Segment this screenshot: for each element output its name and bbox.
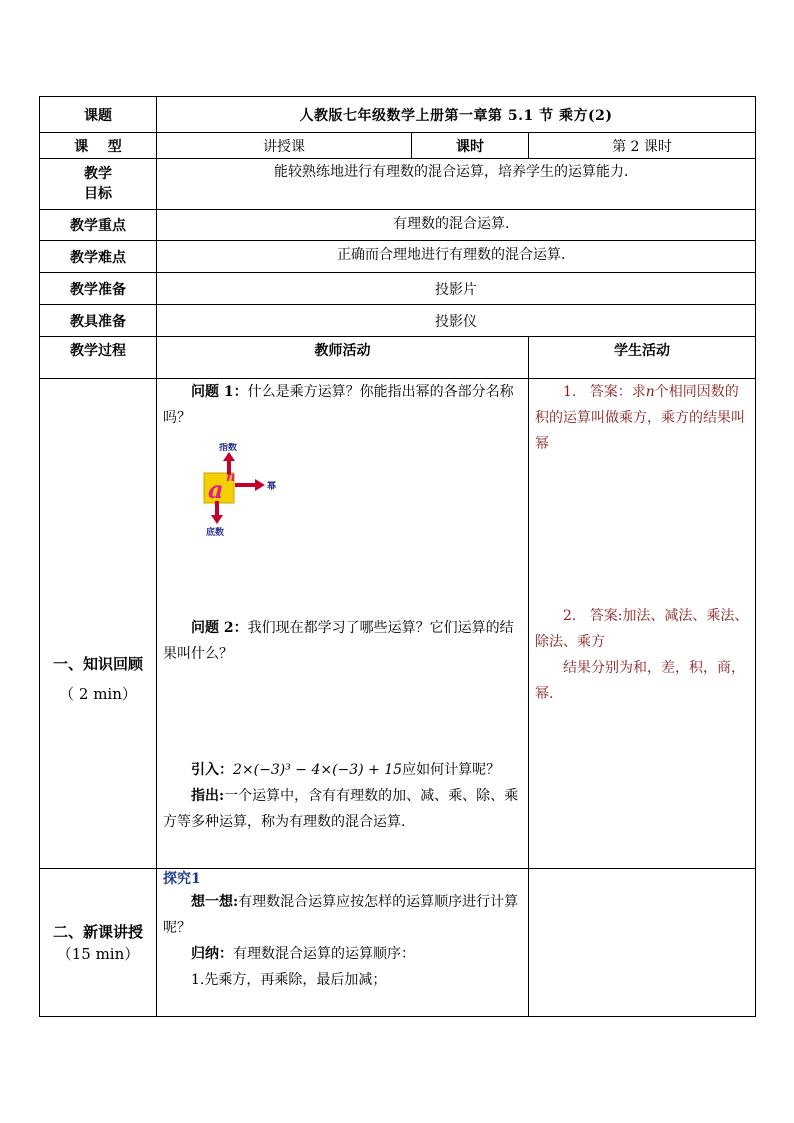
prep-value: 投影片 [157, 273, 756, 305]
intro-label: 引入： [191, 762, 233, 778]
q1 [163, 379, 520, 431]
lesson-plan-table [39, 96, 756, 1017]
think-label: 想一想: [191, 894, 239, 910]
label-goal [40, 159, 157, 210]
col-process: 教学过程 [40, 337, 157, 379]
summary [163, 941, 520, 967]
lesson-title: 人教版七年级数学上册第一章第 5.1 节 乘方(2) [157, 97, 756, 133]
q2-text: 我们现在都学习了哪些运算？它们运算的结果叫什么？ [163, 620, 514, 662]
a2-num: 2. [563, 608, 577, 624]
col-student: 学生活动 [529, 337, 756, 379]
tools-value: 投影仪 [157, 305, 756, 337]
label-period: 课时 [412, 133, 529, 159]
row-section1 [40, 379, 756, 869]
row-prep [40, 273, 756, 305]
lesson-plan-sheet [39, 96, 755, 1018]
type-value: 讲授课 [157, 133, 412, 159]
label-prep: 教学准备 [40, 273, 157, 305]
row-difficulty [40, 241, 756, 273]
summary-text: 有理数混合运算的运算顺序： [233, 946, 415, 962]
intro [163, 757, 520, 783]
label-goal-line2: 目标 [84, 186, 112, 202]
power-diagram [199, 443, 309, 543]
a1-post: 个相同因数的积的运算叫做乘方，乘方的结果叫幂 [535, 384, 745, 452]
base-arrow-head [211, 515, 223, 524]
answer2 [535, 603, 749, 655]
row-tools [40, 305, 756, 337]
point-text: 一个运算中，含有有理数的加、减、乘、除、乘方等多种运算，称为有理数的混合运算. [163, 788, 519, 830]
power-label: 幂 [267, 482, 277, 492]
answer2-result: 结果分别为和，差，积，商，幂. [535, 660, 745, 702]
a1-num: 1. [563, 384, 577, 400]
row-topic [40, 97, 756, 133]
exp-symbol: n [226, 470, 236, 485]
a1-var: n [645, 384, 655, 400]
power-diagram-svg [199, 443, 309, 543]
section2-student-cell [529, 869, 756, 1017]
difficulty-value: 正确而合理地进行有理数的混合运算． [157, 241, 756, 273]
row-goal [40, 159, 756, 210]
row-key [40, 210, 756, 241]
intro-expr: 2×(−3)³ − 4×(−3) + 15 [233, 762, 403, 778]
period-value: 第 2 课时 [529, 133, 756, 159]
step1: 1.先乘方，再乘除，最后加减； [191, 972, 387, 988]
q1-label: 问题 1： [191, 384, 248, 400]
base-label: 底数 [206, 528, 225, 538]
intro-tail: 应如何计算呢？ [402, 762, 501, 778]
a1-label: 答案： [589, 384, 632, 400]
label-topic: 课题 [40, 97, 157, 133]
col-teacher: 教师活动 [157, 337, 529, 379]
label-type: 课 型 [40, 133, 157, 159]
goal-value: 能较熟练地进行有理数的混合运算，培养学生的运算能力． [157, 159, 756, 210]
point-label: 指出: [191, 788, 225, 804]
section2-label-cell [40, 869, 157, 1017]
exponent-arrow-head [223, 452, 235, 461]
base-symbol: a [208, 475, 224, 504]
label-key: 教学重点 [40, 210, 157, 241]
q1-text: 什么是乘方运算？你能指出幂的各部分名称吗？ [163, 384, 514, 426]
summary-label: 归纳： [191, 946, 233, 962]
section1-duration: （ 2 min） [59, 684, 137, 703]
exponent-label: 指数 [219, 443, 238, 453]
explore-heading: 探究1 [163, 871, 201, 887]
q2 [163, 615, 520, 667]
section1-teacher-cell [157, 379, 529, 869]
section1-label: 一、知识回顾 [52, 654, 143, 673]
label-difficulty: 教学难点 [40, 241, 157, 273]
a2-text: 加法、减法、乘法、除法、乘方 [535, 608, 749, 650]
think-text: 有理数混合运算应按怎样的运算顺序进行计算呢？ [163, 894, 519, 936]
section1-student-cell [529, 379, 756, 869]
think [163, 889, 520, 941]
section1-label-cell [40, 379, 157, 869]
a2-label: 答案: [589, 608, 623, 624]
label-tools: 教具准备 [40, 305, 157, 337]
section2-teacher-cell [157, 869, 529, 1017]
power-arrow-head [255, 479, 265, 491]
row-columns [40, 337, 756, 379]
section2-label: 二、新课讲授 [52, 923, 143, 941]
row-section2 [40, 869, 756, 1017]
row-type [40, 133, 756, 159]
point [163, 783, 520, 835]
q2-label: 问题 2： [191, 620, 248, 636]
a1-pre: 求 [631, 384, 646, 400]
key-value: 有理数的混合运算． [157, 210, 756, 241]
section2-duration: （15 min） [56, 945, 140, 963]
answer1 [535, 379, 749, 457]
label-goal-line1: 教学 [84, 166, 112, 182]
